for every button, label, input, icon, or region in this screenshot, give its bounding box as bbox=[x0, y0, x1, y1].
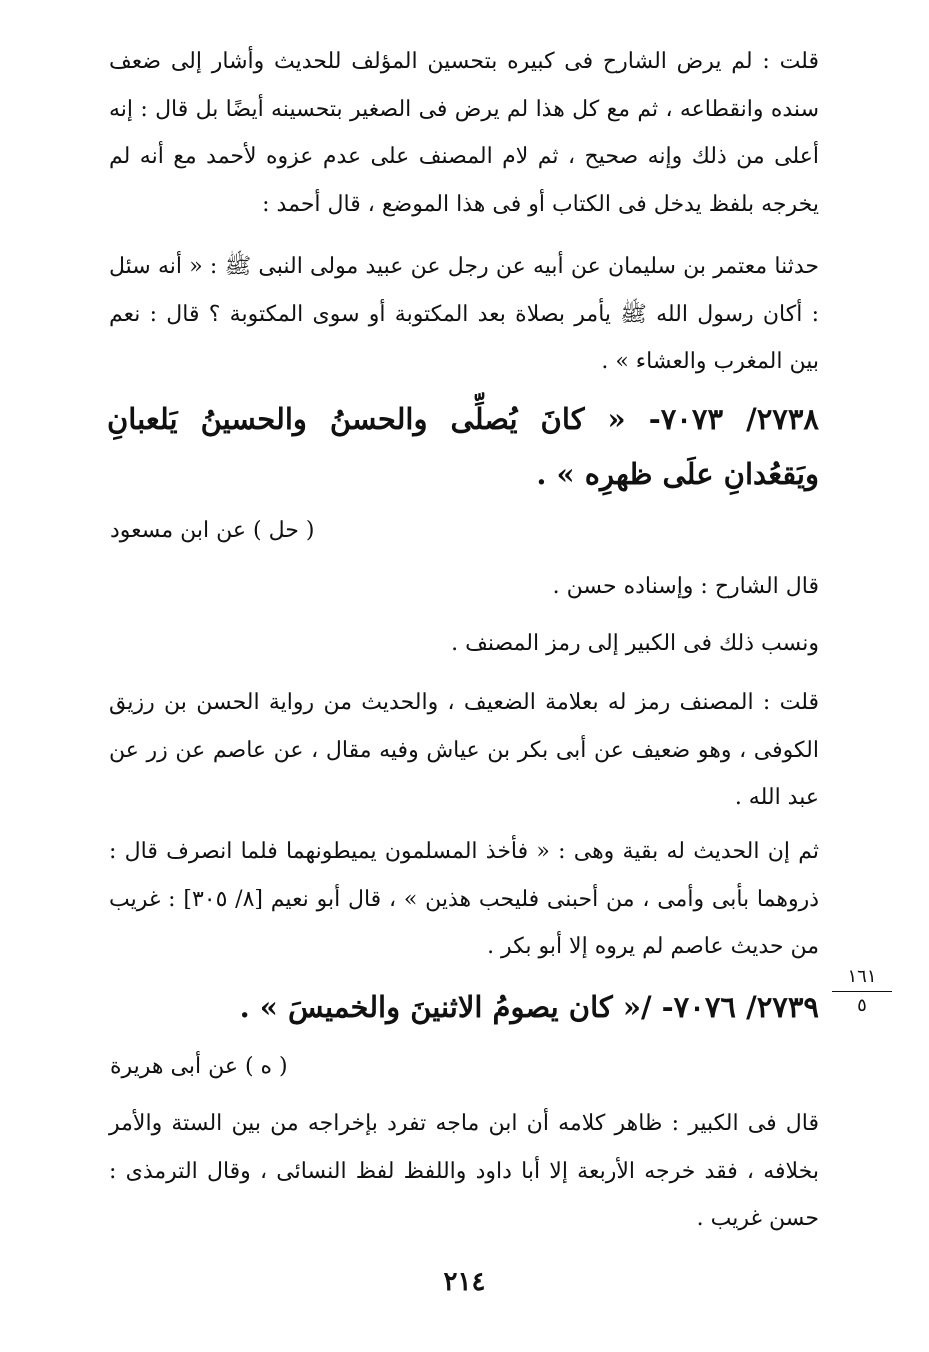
page-number: ٢١٤ bbox=[443, 1267, 486, 1297]
margin-reference-denominator: ٥ bbox=[857, 995, 867, 1016]
margin-reference bbox=[832, 966, 892, 1017]
paragraph-hadith-remainder: ثم إن الحديث له بقية وهى : « فأخذ المسلمون يميطونهما فلما انصرف قال : ذروهما بأبى وأمى ، من أحبنى فليحب هذين » ، قال أبو نعيم [٨/ ٣٠٥] : غريب من حديث عاصم لم يروه إلا أبو بكر . bbox=[109, 839, 819, 959]
source-abu-hurayra: ( ه ) عن أبى هريرة bbox=[110, 1054, 288, 1079]
fraction-bar bbox=[832, 991, 892, 992]
paragraph-commentary-1: قلت : لم يرض الشارح فى كبيره بتحسين المؤلف للحديث وأشار إلى ضعف سنده وانقطاعه ، ثم مع كل هذا لم يرض فى الصغير بتحسينه أيضًا بل قال : إنه أعلى من ذلك وإنه صحيح ، ثم لام المصنف على عدم عزوه لأحمد مع أنه لم يخرجه بلفظ يدخل فى الكتاب أو فى هذا الموضع ، قال أحمد : bbox=[109, 49, 819, 217]
source-ibn-masud: ( حل ) عن ابن مسعود bbox=[110, 518, 315, 543]
paragraph-nasab: ونسب ذلك فى الكبير إلى رمز المصنف . bbox=[451, 631, 819, 656]
margin-reference-numerator: ١٦١ bbox=[847, 966, 877, 987]
paragraph-sharih-isnad: قال الشارح : وإسناده حسن . bbox=[552, 574, 819, 599]
hadith-2738: ٢٧٣٨/ ٧٠٧٣- « كانَ يُصلِّى والحسنُ والحسينُ يَلعبانِ ويَقعُدانِ علَى ظهرِه » . bbox=[107, 402, 819, 491]
hadith-2739: ٢٧٣٩/ ٧٠٧٦- /« كان يصومُ الاثنينَ والخميسَ » . bbox=[239, 990, 819, 1024]
paragraph-commentary-3: قال فى الكبير : ظاهر كلامه أن ابن ماجه تفرد بإخراجه من بين الستة والأمر بخلافه ، فقد خرجه الأربعة إلا أبا داود واللفظ لفظ النسائى ، وقال الترمذى : حسن غريب . bbox=[109, 1111, 819, 1231]
paragraph-commentary-2: قلت : المصنف رمز له بعلامة الضعيف ، والحديث من رواية الحسن بن رزيق الكوفى ، وهو ضعيف عن أبى بكر بن عياش وفيه مقال ، عن عاصم عن زر عن عبد الله . bbox=[109, 690, 819, 810]
paragraph-ahmad-narration: حدثنا معتمر بن سليمان عن أبيه عن رجل عن عبيد مولى النبى ﷺ : « أنه سئل : أكان رسول الله ﷺ يأمر بصلاة بعد المكتوبة أو سوى المكتوبة ؟ قال : نعم بين المغرب والعشاء » . bbox=[109, 254, 819, 374]
